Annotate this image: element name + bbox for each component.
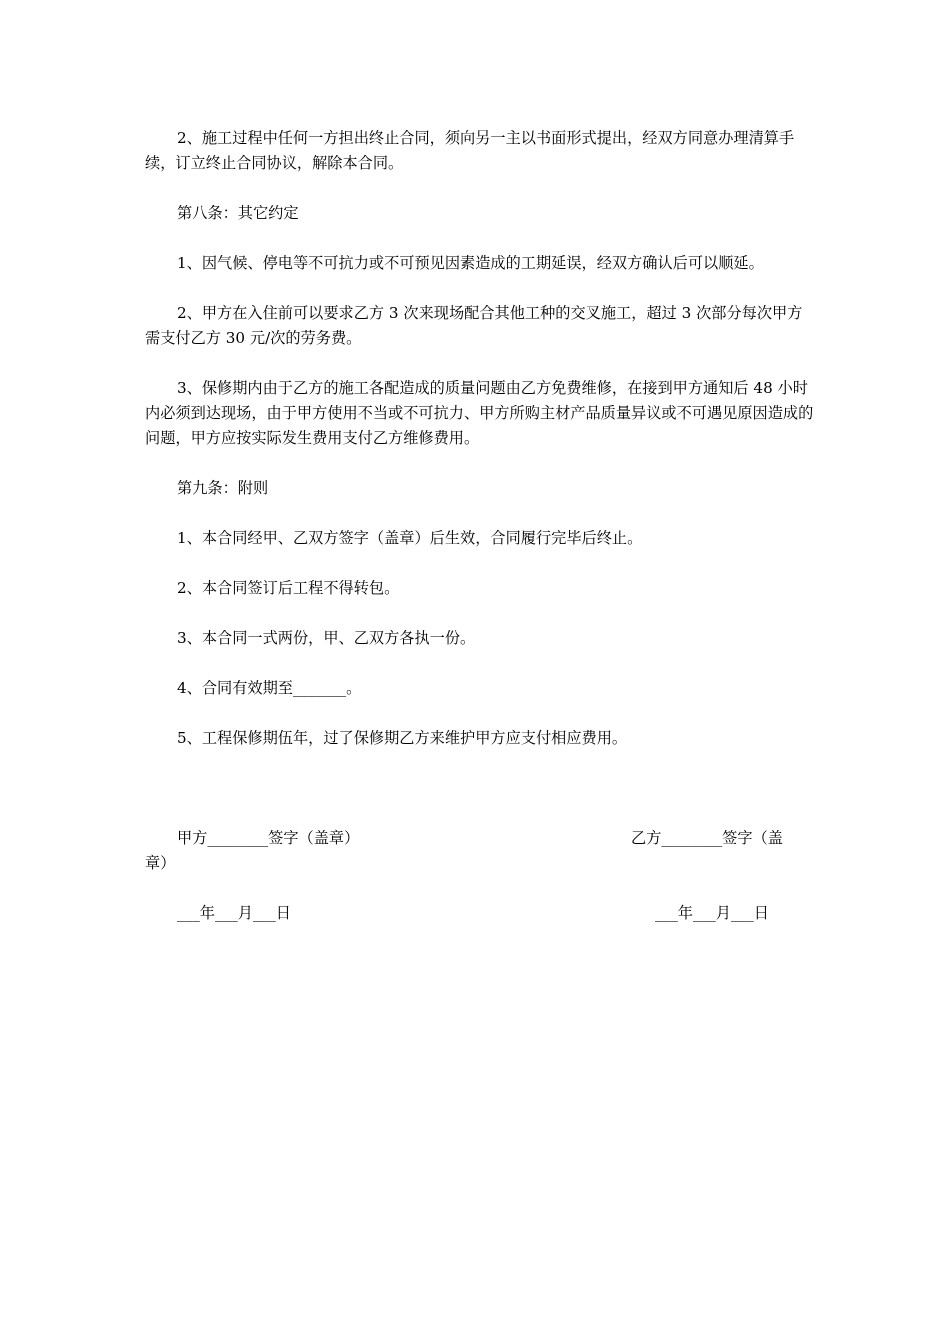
clause-9-item-3: 3、本合同一式两份，甲、乙双方各执一份。 xyxy=(177,629,476,647)
clause-9-item-1: 1、本合同经甲、乙双方签字（盖章）后生效，合同履行完毕后终止。 xyxy=(177,529,643,547)
clause-9-item-5: 5、工程保修期伍年，过了保修期乙方来维护甲方应支付相应费用。 xyxy=(177,729,628,747)
clause-9-item-2: 2、本合同签订后工程不得转包。 xyxy=(177,579,400,597)
clause-8-item-2: 2、甲方在入住前可以要求乙方 3 次来现场配合其他工种的交叉施工，超过 3 次部分每次甲方需支付乙方 30 元/次的劳务费。 xyxy=(145,304,803,347)
signature-gap xyxy=(145,776,817,826)
clause-8-item-1: 1、因气候、停电等不可抗力或不可预见因素造成的工期延误，经双方确认后可以顺延。 xyxy=(177,254,764,272)
signature-row xyxy=(145,826,817,851)
clause-9-item-4: 4、合同有效期至_______。 xyxy=(177,679,362,697)
document-body xyxy=(145,126,817,926)
clause-8-item-3: 3、保修期内由于乙方的施工各配造成的质量问题由乙方免费维修，在接到甲方通知后 48 小时内必须到达现场，由于甲方使用不当或不可抗力、甲方所购主材产品质量异议或不可遇见原因造成的问题，甲方应按实际发生费用支付乙方维修费用。 xyxy=(145,379,814,447)
date-gap xyxy=(145,876,817,901)
article-9-heading: 第九条：附则 xyxy=(177,479,269,497)
party-b-date: ___年___月___日 xyxy=(655,904,769,922)
party-b-signature-wrap: 章） xyxy=(145,854,176,872)
party-b-signature: 乙方________签字（盖 xyxy=(631,829,783,847)
article-8-heading: 第八条：其它约定 xyxy=(177,204,299,222)
party-a-signature: 甲方________签字（盖章） xyxy=(177,829,360,847)
party-a-date: ___年___月___日 xyxy=(177,904,291,922)
date-row xyxy=(145,901,817,926)
clause-7-item-2: 2、施工过程中任何一方担出终止合同，须向另一主以书面形式提出，经双方同意办理清算手续，订立终止合同协议，解除本合同。 xyxy=(145,129,795,172)
